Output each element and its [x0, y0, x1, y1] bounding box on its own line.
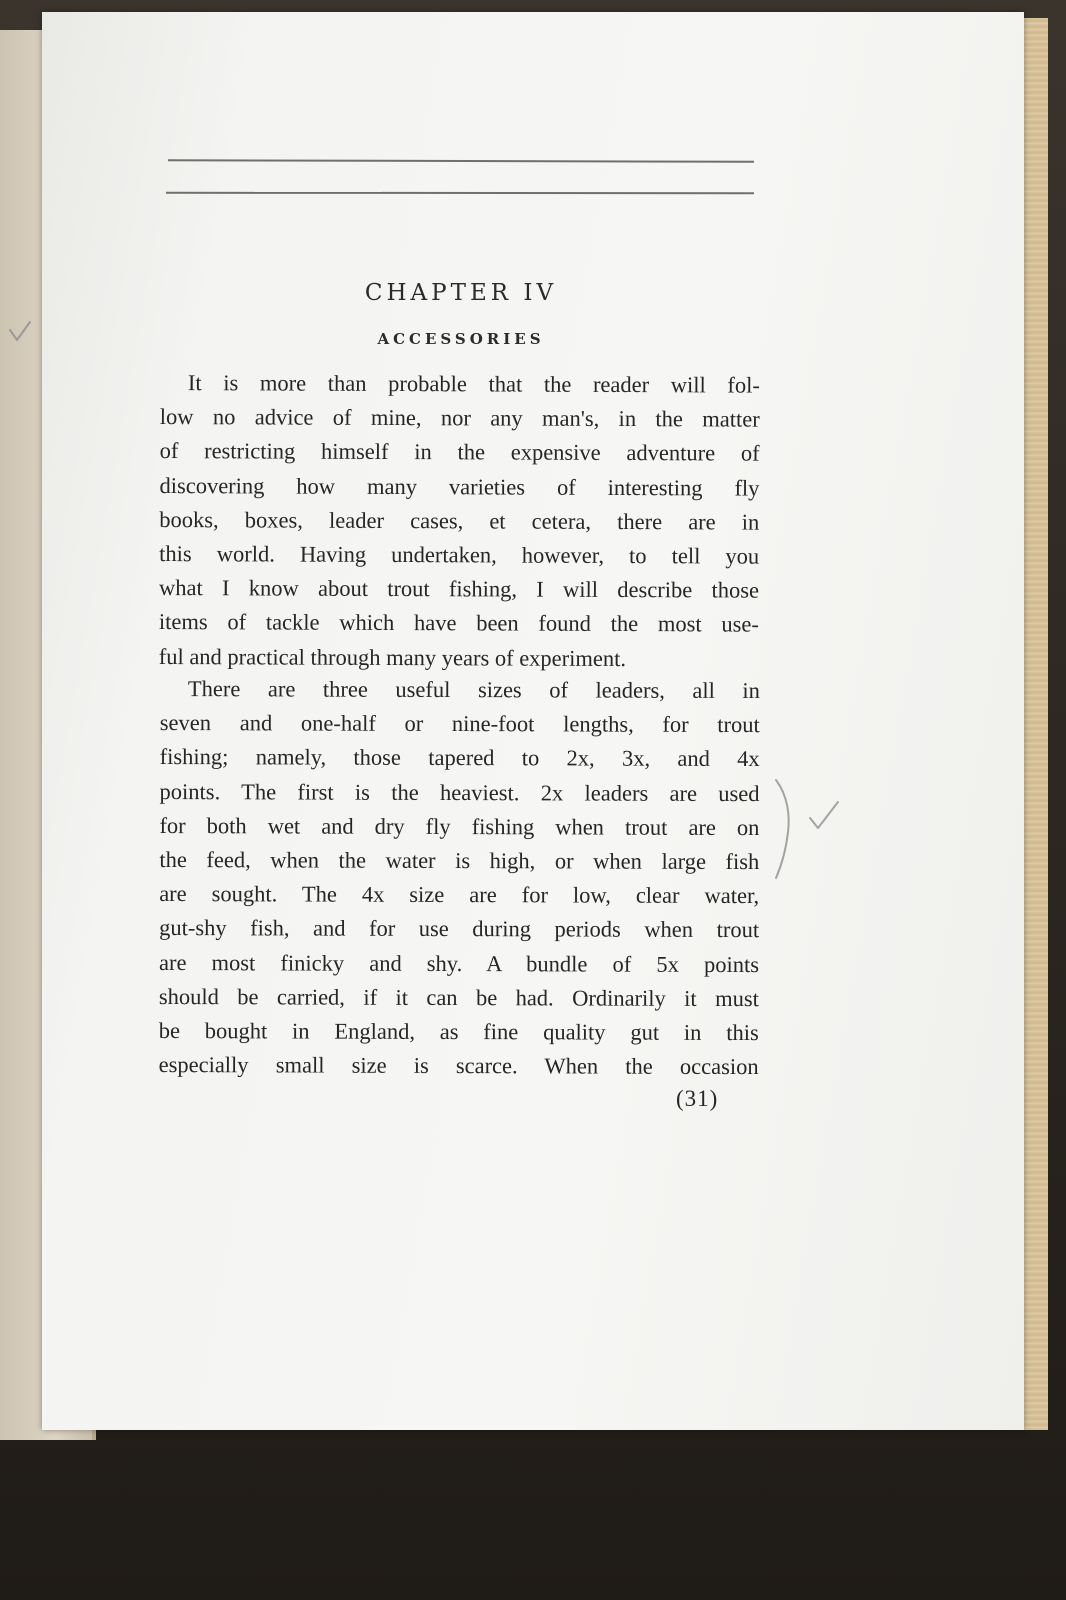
text-line: for both wet and dry fly fishing when trout are on [159, 812, 760, 840]
text-line: items of tackle which have been found the most use- [158, 609, 759, 637]
checkmark-icon [6, 318, 36, 348]
page-number: (31) [676, 1086, 719, 1111]
chapter-subtitle: ACCESSORIES [377, 330, 545, 348]
text-line: the feed, when the water is high, or when large fish [159, 846, 760, 875]
text-line: fishing; namely, those tapered to 2x, 3x, and 4x [159, 744, 760, 772]
text-line: discovering how many varieties of interesting fly [159, 472, 760, 501]
paragraph-1 [159, 366, 760, 676]
text-line: ful and practical through many years of experiment. [158, 643, 627, 671]
text-line: There are three useful sizes of leaders, all in [187, 676, 760, 704]
text-line: are most finicky and shy. A bundle of 5x points [158, 949, 760, 977]
text-line: are sought. The 4x size are for low, clear water, [159, 881, 760, 909]
margin-bracket-checkmark-icon [770, 776, 850, 886]
text-line: especially small size is scarce. When the occasion [158, 1052, 759, 1080]
text-line: low no advice of mine, nor any man's, in the matter [159, 404, 760, 432]
text-line: books, boxes, leader cases, et cetera, there are in [159, 506, 760, 535]
text-line: this world. Having undertaken, however, to tell you [159, 540, 760, 569]
text-line: seven and one-half or nine-foot lengths, for trout [159, 710, 760, 738]
text-line: gut-shy fish, and for use during periods when trout [159, 915, 760, 943]
text-line: what I know about trout fishing, I will describe those [158, 575, 760, 603]
chapter-heading: CHAPTER IV [364, 280, 558, 306]
paragraph-2 [159, 672, 760, 1084]
text-line: points. The first is the heaviest. 2x leaders are used [159, 778, 760, 806]
text-line: It is more than probable that the reader will fol- [187, 370, 760, 398]
text-line: of restricting himself in the expensive adventure of [159, 438, 760, 466]
text-line: be bought in England, as fine quality gut in this [158, 1017, 759, 1045]
text-line: should be carried, if it can be had. Ordinarily it must [158, 983, 759, 1011]
